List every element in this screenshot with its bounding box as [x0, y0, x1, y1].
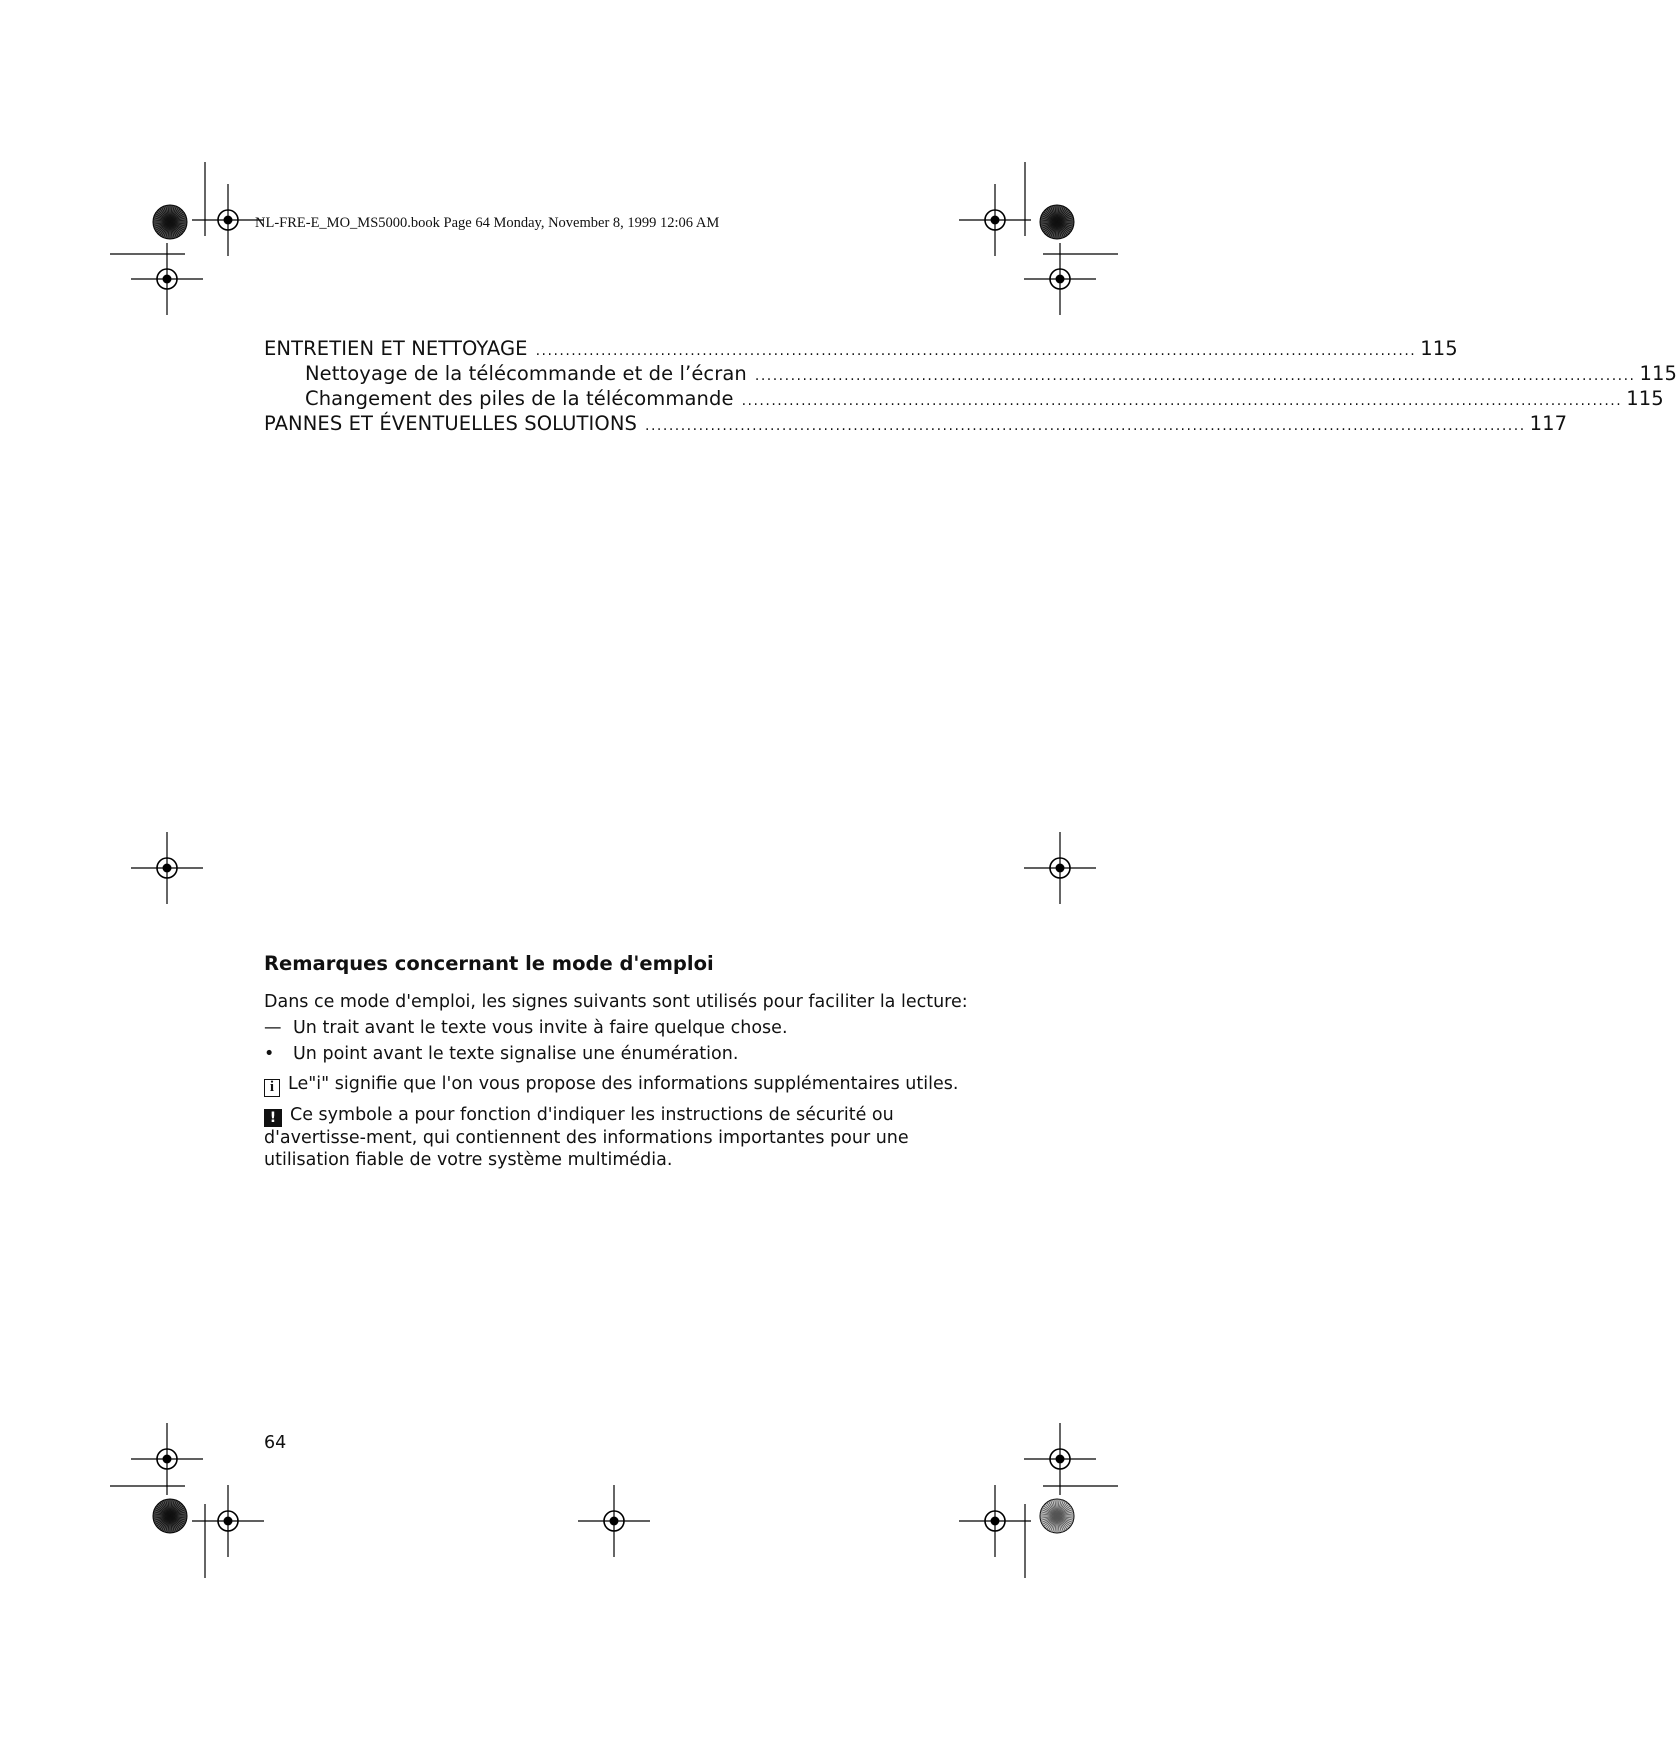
toc-entry-title: PANNES ET ÉVENTUELLES SOLUTIONS: [264, 412, 638, 435]
registration-mark: [192, 1485, 264, 1557]
registration-mark: [192, 184, 264, 256]
print-header: NL-FRE-E_MO_MS5000.book Page 64 Monday, November 8, 1999 12:06 AM: [255, 215, 720, 231]
info-note-text: Le"i" signifie que l'on vous propose des informations supplémentaires utiles.: [288, 1074, 959, 1094]
registration-mark: [578, 1485, 650, 1557]
dark-starburst-mark: [153, 1499, 187, 1533]
toc-entry-page: 115: [1639, 362, 1677, 385]
warning-note-text: Ce symbole a pour fonction d'indiquer les instructions de sécurité ou d'avertisse-ment, qui contiennent des informations importantes pour une utilisation fiable de votre système multimédia.: [264, 1105, 909, 1170]
toc-leader-dots: ....................................................................................................................................................: [741, 393, 1623, 409]
info-note: [264, 1073, 984, 1097]
warning-note: [264, 1104, 984, 1171]
list-item: [264, 1017, 984, 1040]
toc-entry-page: 117: [1529, 412, 1568, 435]
toc-leader-dots: ....................................................................................................................................................: [645, 418, 1526, 434]
toc-entry-page: 115: [1626, 387, 1664, 410]
toc-entry[interactable]: [264, 386, 1664, 411]
registration-mark: [131, 832, 203, 904]
toc-entry-page: 115: [1420, 337, 1458, 360]
bullet-marker: •: [264, 1044, 275, 1064]
toc-leader-dots: ....................................................................................................................................................: [754, 368, 1636, 384]
toc-entry[interactable]: [264, 361, 1677, 386]
registration-mark: [1024, 1423, 1096, 1495]
registration-mark: [1024, 832, 1096, 904]
toc-entry-title: Nettoyage de la télécommande et de l’écran: [305, 362, 747, 385]
table-of-contents: [264, 336, 1677, 436]
toc-entry[interactable]: [264, 411, 1568, 436]
toc-entry-title: ENTRETIEN ET NETTOYAGE: [264, 337, 528, 360]
dash-marker: —: [264, 1018, 282, 1038]
info-icon: i: [264, 1079, 280, 1097]
registration-mark: [959, 1485, 1031, 1557]
list-item: [264, 1043, 984, 1066]
dark-starburst-mark: [153, 205, 187, 239]
toc-entry[interactable]: [264, 336, 1458, 361]
warning-icon: !: [264, 1109, 282, 1127]
section-intro: Dans ce mode d'emploi, les signes suivants sont utilisés pour faciliter la lecture:: [264, 992, 968, 1012]
light-starburst-mark: [1040, 1499, 1074, 1533]
list-item-text: Un point avant le texte signalise une énumération.: [293, 1044, 739, 1064]
notes-section: [264, 952, 984, 1171]
registration-mark: [131, 1423, 203, 1495]
toc-entry-title: Changement des piles de la télécommande: [305, 387, 734, 410]
section-heading: Remarques concernant le mode d'emploi: [264, 952, 714, 975]
dark-starburst-mark: [1040, 205, 1074, 239]
toc-leader-dots: ....................................................................................................................................................: [535, 343, 1417, 359]
registration-mark: [959, 184, 1031, 256]
page-number: 64: [264, 1433, 287, 1453]
list-item-text: Un trait avant le texte vous invite à faire quelque chose.: [293, 1018, 788, 1038]
